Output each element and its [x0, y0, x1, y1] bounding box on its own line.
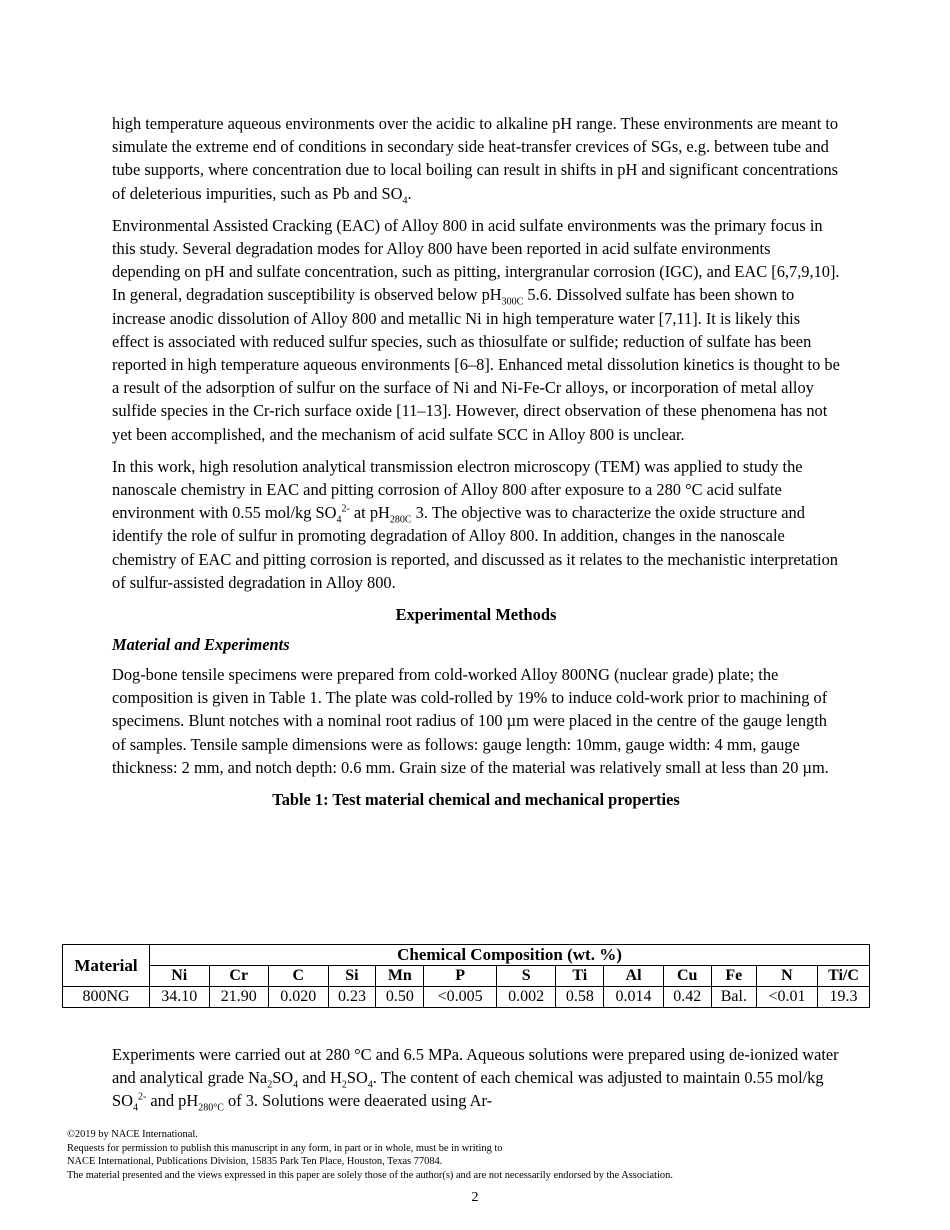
- column-header: S: [496, 966, 556, 987]
- paragraph-experiment-conditions: Experiments were carried out at 280 °C and 6.5 MPa. Aqueous solutions were prepared using de-ionized water and analytical grade $Na_2SO_4$ and $H_2SO_4$. The content of each chemical was adjusted to maintain 0.55 mol/kg $SO_4^{2-}$ and $pH_{280^\circ C}$ of 3. Solutions were deaerated using Ar-: [112, 1045, 839, 1114]
- column-header: Mn: [376, 966, 424, 987]
- column-header: Ti: [556, 966, 604, 987]
- column-header: P: [424, 966, 497, 987]
- table-cell: <0.005: [424, 987, 497, 1008]
- footer-disclaimer-line: The material presented and the views expressed in this paper are solely those of the author(s) and are not necessarily endorsed by the Association.: [67, 1169, 673, 1181]
- column-header: Si: [328, 966, 376, 987]
- table-cell: 0.23: [328, 987, 376, 1008]
- table-caption: Table 1: Test material chemical and mechanical properties: [272, 790, 680, 810]
- table-cell: 21.90: [209, 987, 269, 1008]
- table-cell: 0.42: [663, 987, 711, 1008]
- table-cell: 0.020: [269, 987, 329, 1008]
- paragraph-objective: In this work, high resolution analytical transmission electron microscopy (TEM) was applied to study the nanoscale chemistry in EAC and pitting corrosion of Alloy 800 after exposure to a 280 °C acid sulfate environment with 0.55 mol/kg $SO_4^{2-}$ at $pH_{280C}$ 3. The objective was to characterize the oxide structure and identify the role of sulfur in promoting degradation of Alloy 800. In addition, changes in the nanoscale chemistry of EAC and pitting corrosion is reported, and discussed as it relates to the mechanistic interpretation of sulfur-assisted degradation in Alloy 800.: [112, 456, 839, 592]
- paragraph-specimens: Dog-bone tensile specimens were prepared from cold-worked Alloy 800NG (nuclear grade) plate; the composition is given in Table 1. The plate was cold-rolled by 19% to induce cold-work prior to machining of specimens. Blunt notches with a nominal root radius of 100 µm were placed in the centre of the gauge length of samples. Tensile sample dimensions were as follows: gauge length: 10mm, gauge width: 4 mm, gauge thickness: 2 mm, and notch depth: 0.6 mm. Grain size of the material was relatively small at less than 20 µm.: [112, 665, 829, 777]
- paragraph-intro-environments: high temperature aqueous environments over the acidic to alkaline pH range. These environments are meant to simulate the extreme end of conditions in secondary side heat-transfer crevices of SGs, e.g. between tube and tube supports, where concentration due to local boiling can result in shifts in pH and significant concentrations of deleterious impurities, such as Pb and $SO_4$.: [112, 114, 839, 206]
- column-header: Cr: [209, 966, 269, 987]
- subsection-heading: Material and Experiments: [112, 635, 290, 655]
- element-header-row: [63, 966, 870, 987]
- column-header: Al: [604, 966, 664, 987]
- footer-copyright-line: ©2019 by NACE International.: [67, 1129, 198, 1140]
- table-cell: 0.58: [556, 987, 604, 1008]
- table-cell: 0.50: [376, 987, 424, 1008]
- footer-address-line: NACE International, Publications Division, 15835 Park Ten Place, Houston, Texas 77084.: [67, 1156, 443, 1168]
- table-row: [63, 987, 870, 1008]
- section-heading: Experimental Methods: [395, 605, 557, 625]
- page-number: 2: [471, 1190, 479, 1205]
- copyright-footer: [67, 1128, 887, 1182]
- table-cell: 19.3: [817, 987, 869, 1008]
- experiment-conditions-section: [112, 1043, 840, 1122]
- table-cell: Bal.: [711, 987, 756, 1008]
- footer-permission-line: Requests for permission to publish this manuscript in any form, in part or in whole, must be in writing to: [67, 1142, 503, 1154]
- composition-group-header: Chemical Composition (wt. %): [150, 945, 870, 966]
- paragraph-eac-background: Environmental Assisted Cracking (EAC) of Alloy 800 in acid sulfate environments was the primary focus in this study. Several degradation modes for Alloy 800 have been reported in acid sulfate environments depending on pH and sulfate concentration, such as pitting, intergranular corrosion (IGC), and EAC [6,7,9,10]. In general, degradation susceptibility is observed below $pH_{300C}$ 5.6. Dissolved sulfate has been shown to increase anodic dissolution of Alloy 800 and metallic Ni in high temperature water [7,11]. It is likely this effect is associated with reduced sulfur species, such as thiosulfate or sulfide; reduction of sulfate has been reported in high temperature aqueous environments [6–8]. Enhanced metal dissolution kinetics is thought to be a result of the adsorption of sulfur on the surface of Ni and Ni-Fe-Cr alloys, or incorporation of metal alloy sulfide species in the Cr-rich surface oxide [11–13]. However, direct observation of these phenomena has not yet been accomplished, and the mechanism of acid sulfate SCC in Alloy 800 is unclear.: [112, 215, 840, 444]
- table-cell: 0.002: [496, 987, 556, 1008]
- main-text-column: [112, 112, 840, 814]
- table-header-row: [63, 945, 870, 966]
- material-header: Material: [63, 945, 150, 987]
- column-header: Ti/C: [817, 966, 869, 987]
- composition-table: [62, 944, 870, 1008]
- table-cell: 0.014: [604, 987, 664, 1008]
- table-cell: <0.01: [756, 987, 817, 1008]
- column-header: Cu: [663, 966, 711, 987]
- column-header: Ni: [150, 966, 210, 987]
- column-header: C: [269, 966, 329, 987]
- column-header: N: [756, 966, 817, 987]
- column-header: Fe: [711, 966, 756, 987]
- row-label: 800NG: [63, 987, 150, 1008]
- table-cell: 34.10: [150, 987, 210, 1008]
